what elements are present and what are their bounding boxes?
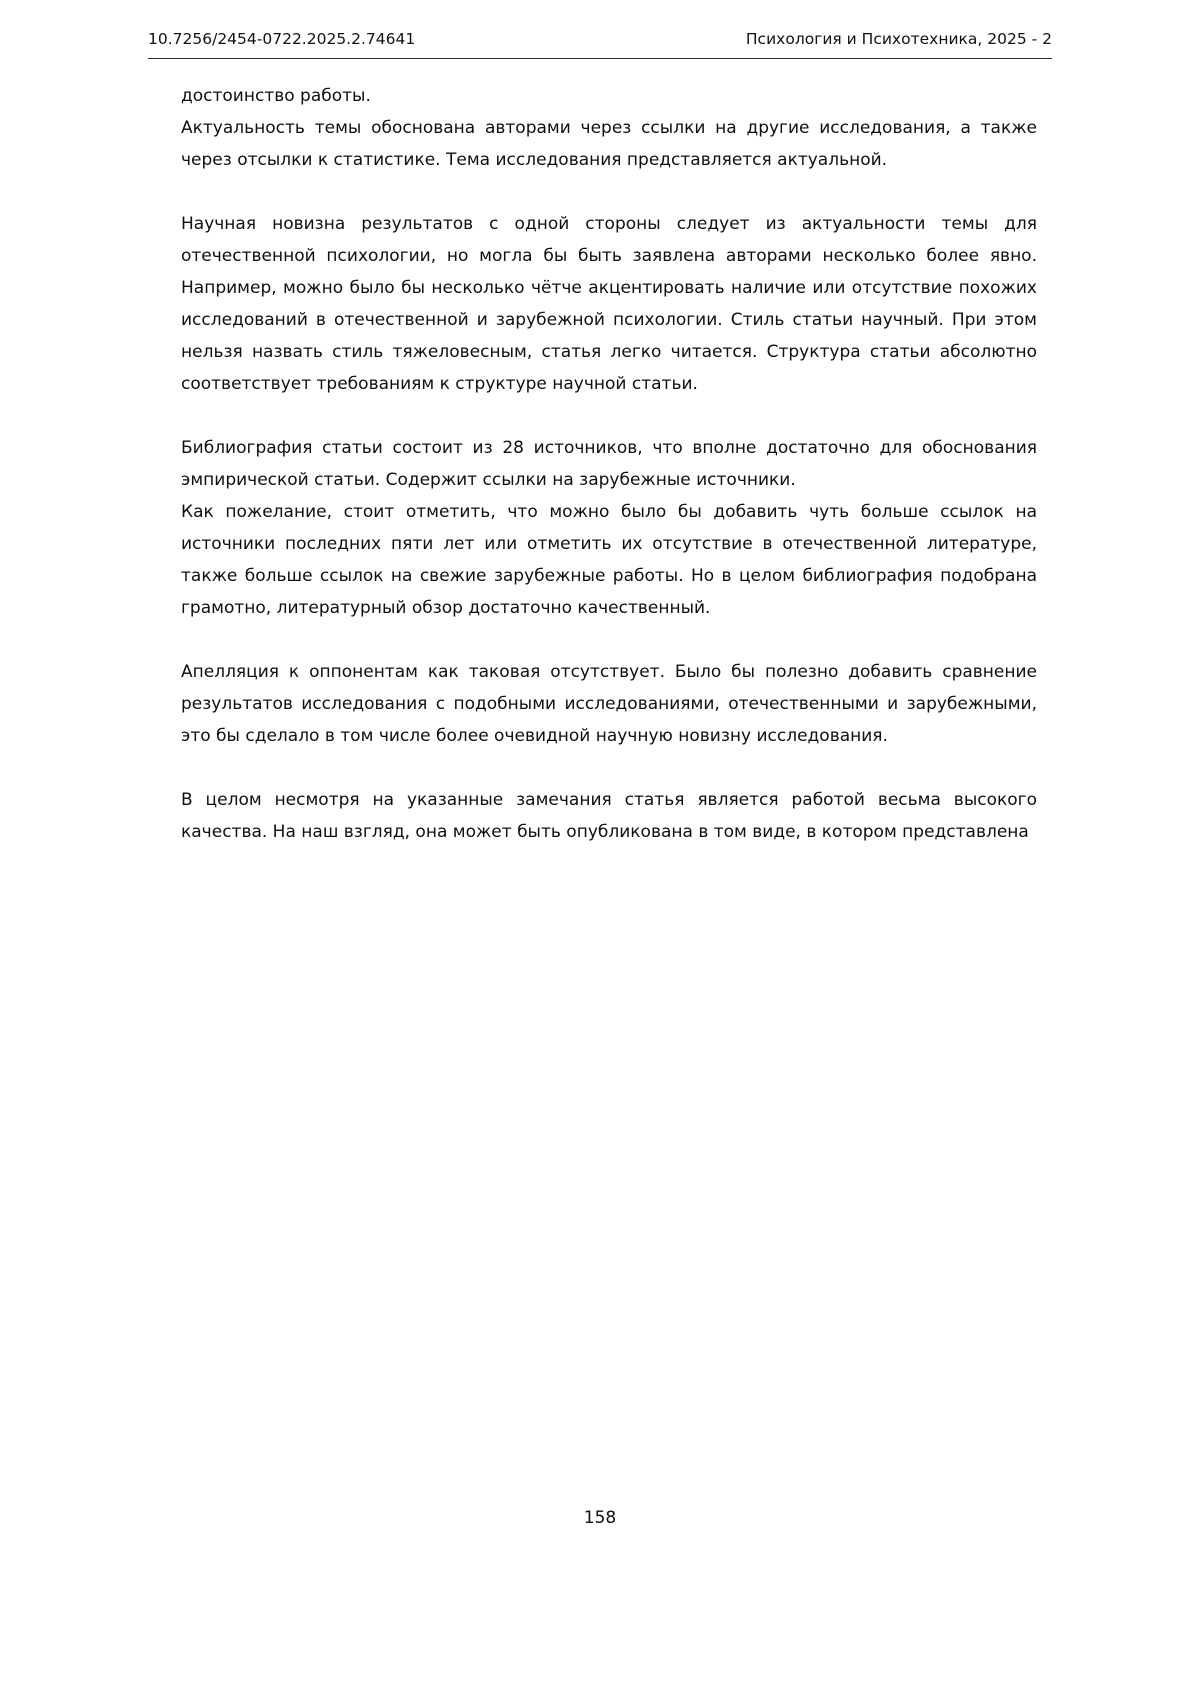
page-header xyxy=(148,30,1052,59)
paragraph: Актуальность темы обоснована авторами через ссылки на другие исследования, а также через отсылки к статистике. Тема исследования представляется актуальной. xyxy=(181,118,1037,170)
header-journal-title: Психология и Психотехника, 2025 - 2 xyxy=(745,30,1052,48)
paragraph: Библиография статьи состоит из 28 источников, что вполне достаточно для обоснования эмпирической статьи. Содержит ссылки на зарубежные источники. xyxy=(181,438,1037,490)
header-doi: 10.7256/2454-0722.2025.2.74641 xyxy=(148,30,416,48)
page-number: 158 xyxy=(583,1508,617,1528)
paragraph: Как пожелание, стоит отметить, что можно было бы добавить чуть больше ссылок на источники последних пяти лет или отметить их отсутствие в отечественной литературе, также больше ссылок на свежие зарубежные работы. Но в целом библиография подобрана грамотно, литературный обзор достаточно качественный. xyxy=(181,502,1037,618)
paragraph: В целом несмотря на указанные замечания статья является работой весьма высокого качества. На наш взгляд, она может быть опубликована в том виде, в котором представлена xyxy=(181,790,1037,842)
paragraph: Научная новизна результатов с одной стороны следует из актуальности темы для отечественной психологии, но могла бы быть заявлена авторами несколько более явно. Например, можно было бы несколько чётче акцентировать наличие или отсутствие похожих исследований в отечественной и зарубежной психологии. Стиль статьи научный. При этом нельзя назвать стиль тяжеловесным, статья легко читается. Структура статьи абсолютно соответствует требованиям к структуре научной статьи. xyxy=(181,214,1037,394)
document-body xyxy=(181,80,1037,848)
paragraph: Апелляция к оппонентам как таковая отсутствует. Было бы полезно добавить сравнение результатов исследования с подобными исследованиями, отечественными и зарубежными, это бы сделало в том числе более очевидной научную новизну исследования. xyxy=(181,662,1037,746)
paragraph: достоинство работы. xyxy=(181,86,371,106)
